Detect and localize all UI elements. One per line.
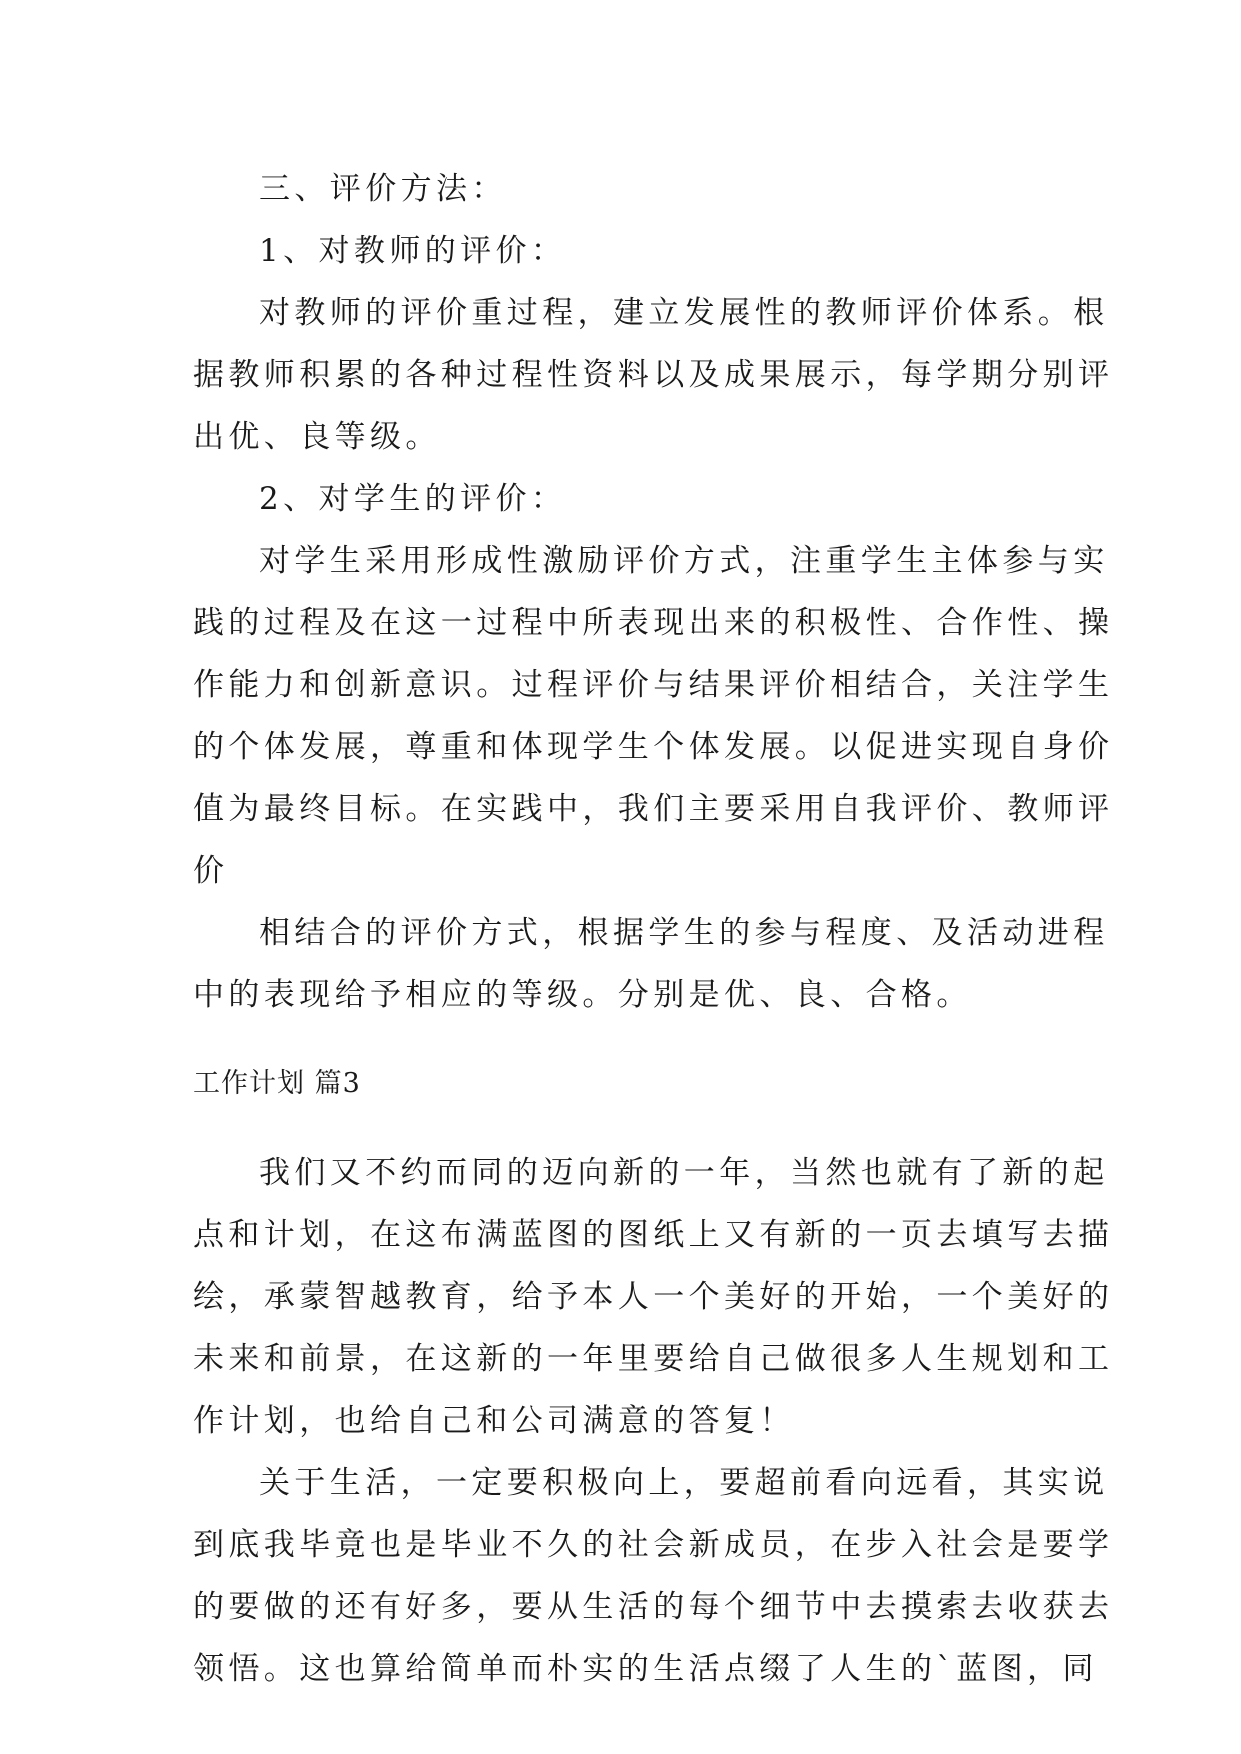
- subheading-student-evaluation: 2、对学生的评价：: [259, 481, 567, 517]
- paragraph-line: 作能力和创新意识。过程评价与结果评价相结合，关注学生: [193, 667, 1114, 703]
- section-heading-evaluation-methods: 三、评价方法：: [259, 171, 507, 207]
- paragraph-line: 点和计划，在这布满蓝图的图纸上又有新的一页去填写去描: [193, 1217, 1114, 1253]
- paragraph-line: 绘，承蒙智越教育，给予本人一个美好的开始，一个美好的: [193, 1279, 1114, 1315]
- paragraph-line: 我们又不约而同的迈向新的一年，当然也就有了新的起: [259, 1155, 1109, 1191]
- paragraph-line: 对学生采用形成性激励评价方式，注重学生主体参与实: [259, 543, 1109, 579]
- paragraph-line: 值为最终目标。在实践中，我们主要采用自我评价、教师评: [193, 791, 1114, 827]
- paragraph-line: 关于生活，一定要积极向上，要超前看向远看，其实说: [259, 1465, 1109, 1501]
- paragraph-line: 未来和前景，在这新的一年里要给自己做很多人生规划和工: [193, 1341, 1114, 1377]
- subheading-teacher-evaluation: 1、对教师的评价：: [259, 233, 567, 269]
- paragraph-line: 到底我毕竟也是毕业不久的社会新成员，在步入社会是要学: [193, 1527, 1114, 1563]
- paragraph-line: 的要做的还有好多，要从生活的每个细节中去摸索去收获去: [193, 1589, 1114, 1625]
- paragraph-line: 的个体发展，尊重和体现学生个体发展。以促进实现自身价: [193, 729, 1114, 765]
- paragraph-line: 作计划，也给自己和公司满意的答复！: [193, 1403, 795, 1439]
- paragraph-line: 价: [193, 853, 229, 889]
- paragraph-line: 对教师的评价重过程，建立发展性的教师评价体系。根: [259, 295, 1109, 331]
- article-heading: 工作计划 篇3: [193, 1068, 361, 1099]
- paragraph-line: 践的过程及在这一过程中所表现出来的积极性、合作性、操: [193, 605, 1114, 641]
- document-body: [193, 158, 1114, 1700]
- paragraph-line: 据教师积累的各种过程性资料以及成果展示，每学期分别评: [193, 357, 1114, 393]
- paragraph-line: 出优、良等级。: [193, 419, 441, 455]
- paragraph-line: 相结合的评价方式，根据学生的参与程度、及活动进程: [259, 915, 1109, 951]
- paragraph-line: 领悟。这也算给简单而朴实的生活点缀了人生的`蓝图，同: [193, 1651, 1098, 1687]
- paragraph-line: 中的表现给予相应的等级。分别是优、良、合格。: [193, 977, 972, 1013]
